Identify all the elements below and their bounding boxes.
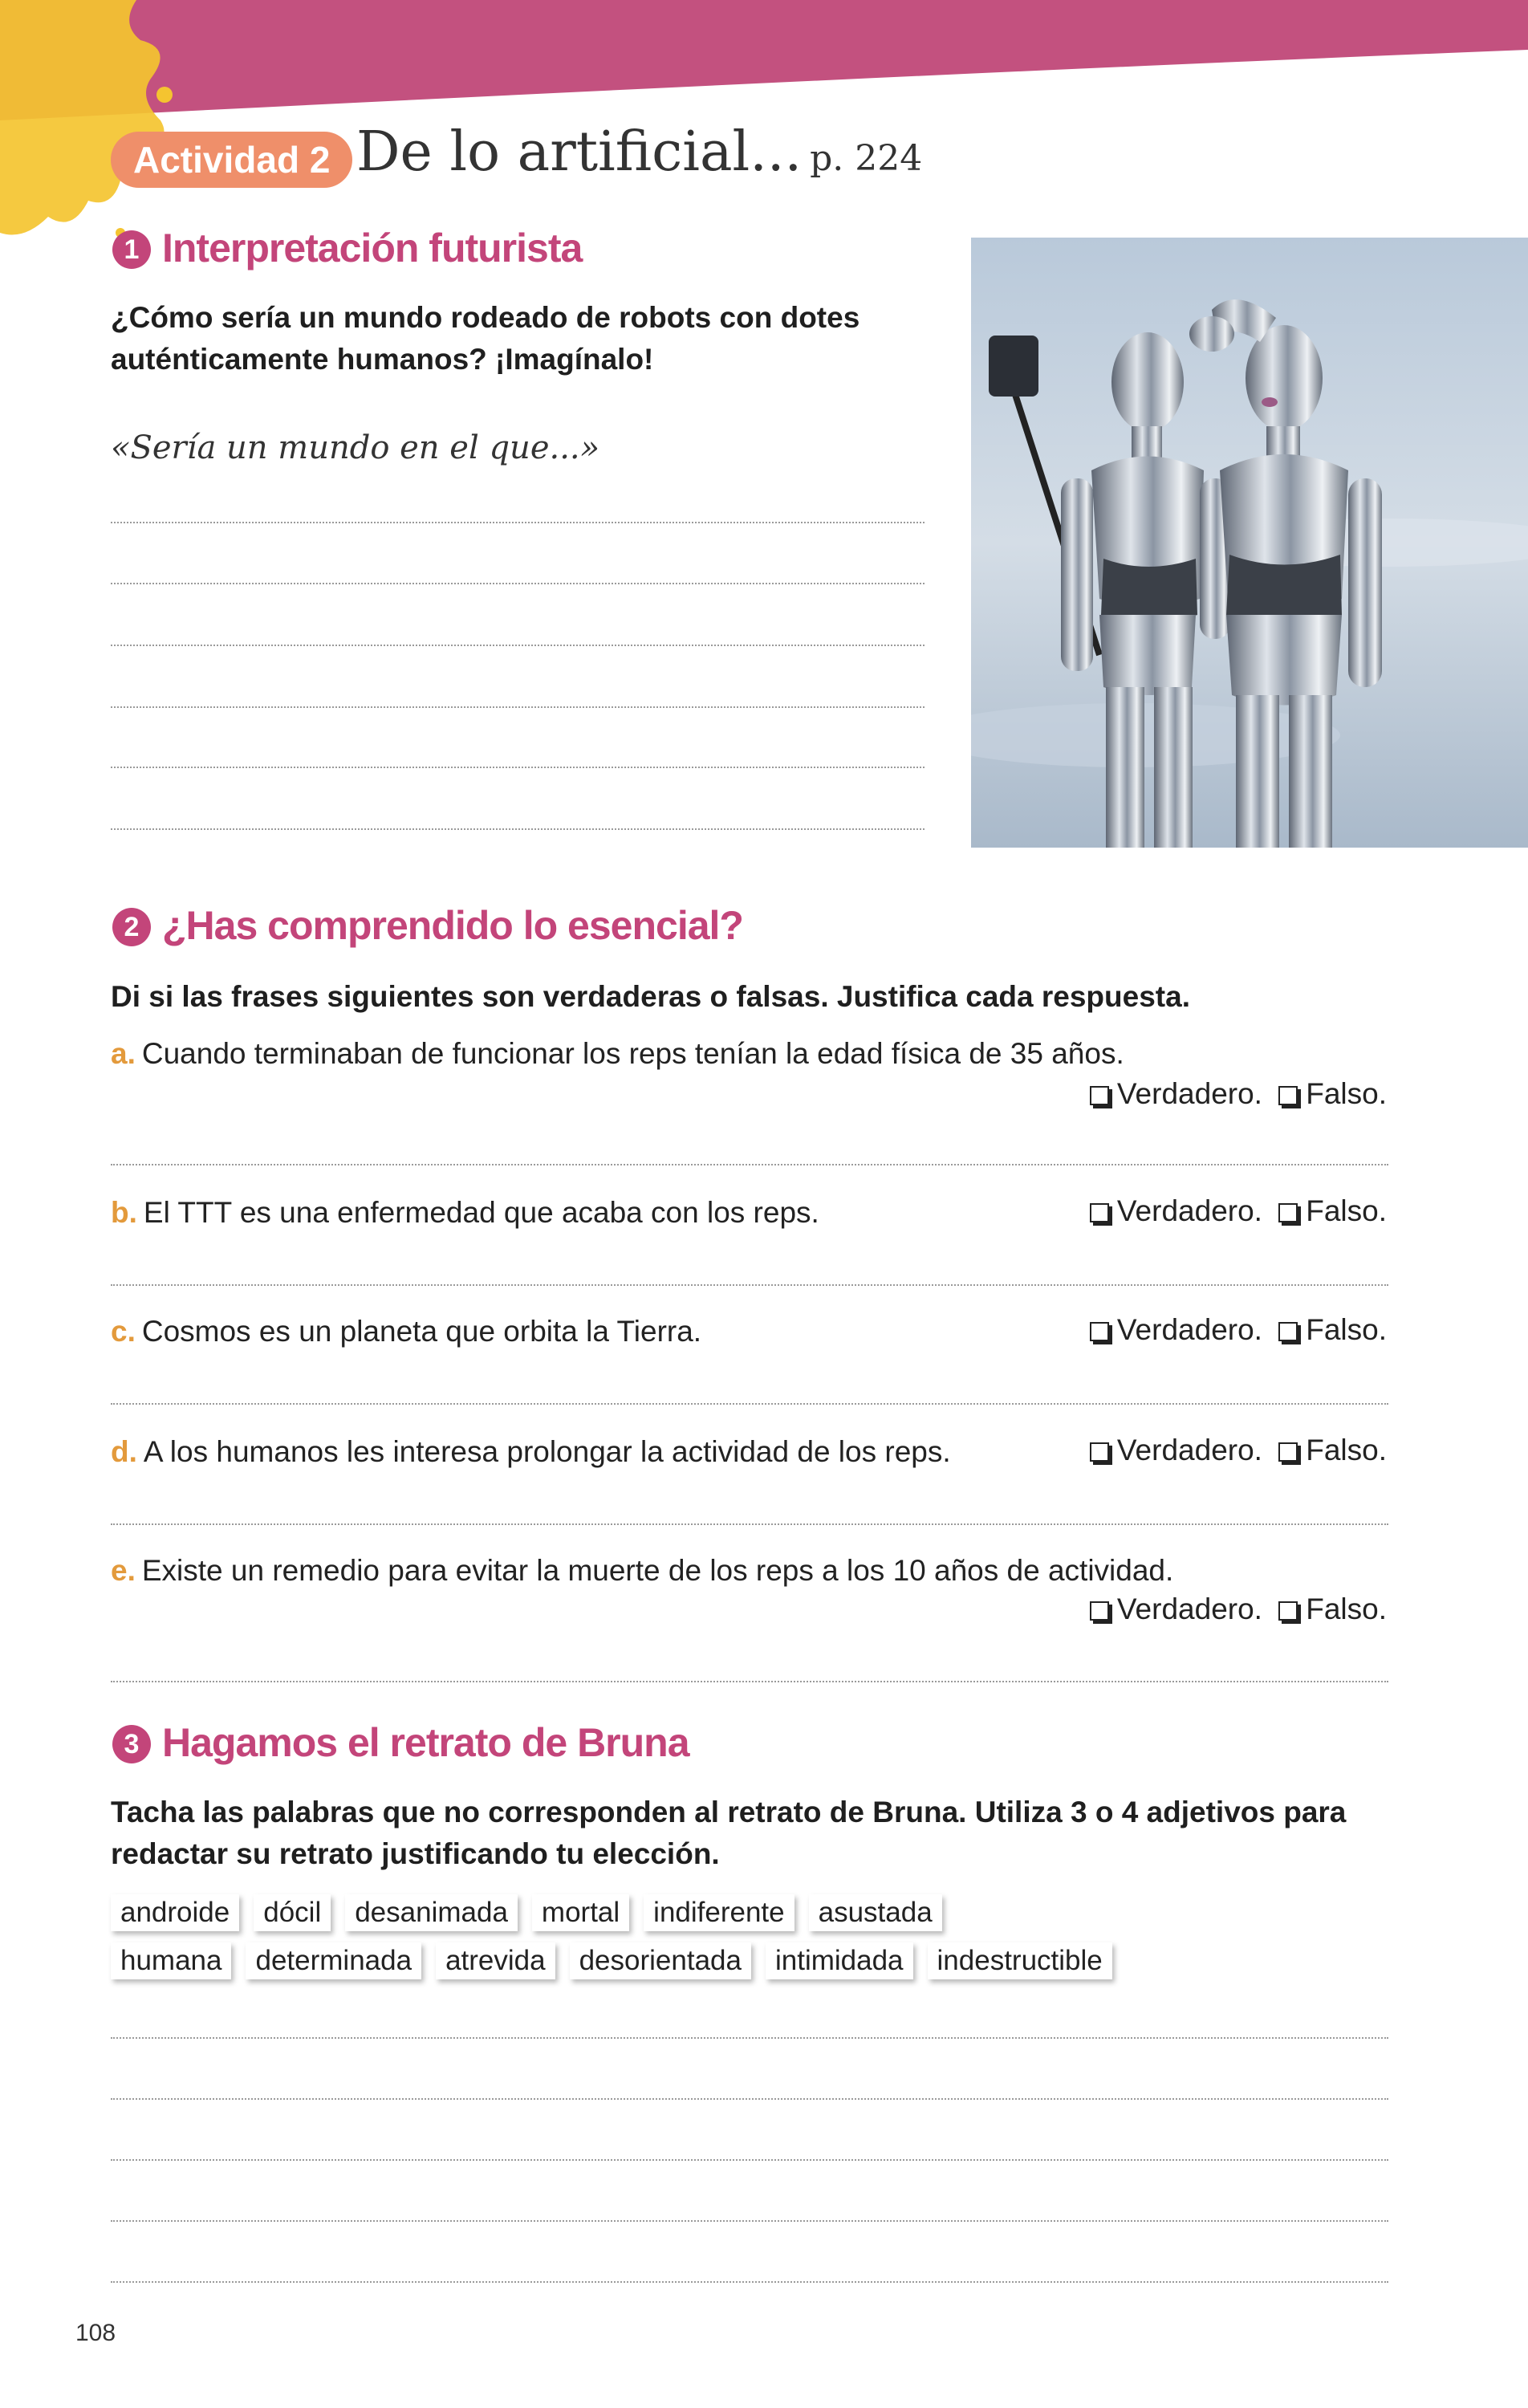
question-letter: e.	[111, 1554, 136, 1587]
question-text: Cuando terminaban de funcionar los reps tenían la edad física de 35 años.	[141, 1037, 1124, 1070]
true-false-options	[1090, 1592, 1387, 1626]
question-text: Cosmos es un planeta que orbita la Tierra.	[141, 1315, 702, 1348]
page-title	[356, 120, 922, 184]
section-number: 1	[112, 230, 151, 269]
answer-line[interactable]	[111, 767, 925, 768]
justification-line[interactable]	[111, 1164, 1388, 1165]
answer-line[interactable]	[111, 645, 925, 646]
false-checkbox[interactable]	[1278, 1442, 1298, 1462]
question-e	[111, 1551, 1173, 1591]
question-c	[111, 1312, 701, 1352]
instruction-line: ¿Cómo sería un mundo rodeado de robots con dotes	[111, 301, 860, 334]
true-label: Verdadero.	[1116, 1313, 1262, 1346]
activity-badge: Actividad 2	[111, 132, 352, 188]
question-text: A los humanos les interesa prolongar la actividad de los reps.	[143, 1435, 951, 1468]
section-2-instruction: Di si las frases siguientes son verdaderas o falsas. Justifica cada respuesta.	[111, 980, 1190, 1013]
false-label: Falso.	[1306, 1077, 1387, 1110]
true-label: Verdadero.	[1116, 1077, 1262, 1110]
question-letter: d.	[111, 1435, 137, 1468]
true-label: Verdadero.	[1116, 1592, 1262, 1625]
section-1-heading	[112, 225, 582, 271]
true-false-options	[1090, 1313, 1387, 1347]
page-number: 108	[75, 2320, 116, 2346]
false-label: Falso.	[1306, 1434, 1387, 1466]
header-banner	[0, 0, 1528, 120]
answer-line[interactable]	[111, 2098, 1388, 2100]
justification-line[interactable]	[111, 1403, 1388, 1405]
paint-splash-decoration	[0, 0, 185, 257]
false-label: Falso.	[1306, 1194, 1387, 1227]
true-label: Verdadero.	[1116, 1194, 1262, 1227]
false-checkbox[interactable]	[1278, 1601, 1298, 1621]
true-checkbox[interactable]	[1090, 1442, 1109, 1462]
word-chip[interactable]: androide	[111, 1894, 239, 1931]
answer-prompt: «Sería un mundo en el que...»	[111, 429, 600, 466]
question-text: El TTT es una enfermedad que acaba con los reps.	[143, 1196, 819, 1229]
true-checkbox[interactable]	[1090, 1086, 1109, 1105]
answer-line[interactable]	[111, 706, 925, 708]
word-chip[interactable]: intimidada	[766, 1942, 913, 1979]
question-b	[111, 1193, 819, 1233]
section-3-instruction	[111, 1792, 1427, 1875]
word-chip[interactable]: desorientada	[570, 1942, 751, 1979]
justification-line[interactable]	[111, 1284, 1388, 1286]
instruction-line: redactar su retrato justificando tu elección.	[111, 1837, 720, 1870]
word-chip[interactable]: dócil	[254, 1894, 331, 1931]
question-letter: b.	[111, 1196, 137, 1229]
true-label: Verdadero.	[1116, 1434, 1262, 1466]
answer-line[interactable]	[111, 2159, 1388, 2161]
answer-line[interactable]	[111, 2220, 1388, 2222]
answer-line[interactable]	[111, 2037, 1388, 2039]
word-chip[interactable]: desanimada	[345, 1894, 518, 1931]
section-number: 2	[112, 908, 151, 946]
word-chip[interactable]: determinada	[246, 1942, 421, 1979]
question-a	[111, 1034, 1124, 1074]
true-checkbox[interactable]	[1090, 1203, 1109, 1222]
true-checkbox[interactable]	[1090, 1601, 1109, 1621]
page-reference: p. 224	[810, 138, 923, 179]
section-title: ¿Has comprendido lo esencial?	[162, 903, 743, 948]
word-chip[interactable]: atrevida	[436, 1942, 555, 1979]
section-title: Hagamos el retrato de Bruna	[162, 1720, 689, 1765]
answer-line[interactable]	[111, 522, 925, 523]
instruction-line: Tacha las palabras que no corresponden al retrato de Bruna. Utiliza 3 o 4 adjetivos para	[111, 1796, 1347, 1828]
word-chip[interactable]: mortal	[532, 1894, 629, 1931]
true-false-options	[1090, 1077, 1387, 1111]
true-false-options	[1090, 1194, 1387, 1228]
question-text: Existe un remedio para evitar la muerte de los reps a los 10 años de actividad.	[141, 1554, 1174, 1587]
answer-line[interactable]	[111, 2281, 1388, 2283]
section-1-instruction	[111, 297, 945, 380]
robots-selfie-photo	[971, 238, 1528, 848]
section-number: 3	[112, 1725, 151, 1763]
word-chip[interactable]: asustada	[809, 1894, 942, 1931]
answer-line[interactable]	[111, 583, 925, 584]
section-2-heading	[112, 902, 743, 949]
true-checkbox[interactable]	[1090, 1322, 1109, 1341]
false-label: Falso.	[1306, 1592, 1387, 1625]
justification-line[interactable]	[111, 1523, 1388, 1525]
justification-line[interactable]	[111, 1681, 1388, 1682]
title-text: De lo artificial...	[356, 120, 803, 184]
word-chip[interactable]: indiferente	[644, 1894, 794, 1931]
question-letter: c.	[111, 1315, 136, 1348]
true-false-options	[1090, 1434, 1387, 1467]
section-3-heading	[112, 1719, 689, 1766]
section-title: Interpretación futurista	[162, 226, 583, 270]
question-d	[111, 1432, 951, 1472]
false-label: Falso.	[1306, 1313, 1387, 1346]
question-letter: a.	[111, 1037, 136, 1070]
false-checkbox[interactable]	[1278, 1203, 1298, 1222]
word-chip[interactable]: humana	[111, 1942, 231, 1979]
answer-line[interactable]	[111, 828, 925, 830]
word-bank-row-1	[111, 1894, 942, 1931]
word-chip[interactable]: indestructible	[928, 1942, 1112, 1979]
false-checkbox[interactable]	[1278, 1322, 1298, 1341]
false-checkbox[interactable]	[1278, 1086, 1298, 1105]
word-bank-row-2	[111, 1942, 1112, 1979]
instruction-line: auténticamente humanos? ¡Imagínalo!	[111, 343, 654, 376]
